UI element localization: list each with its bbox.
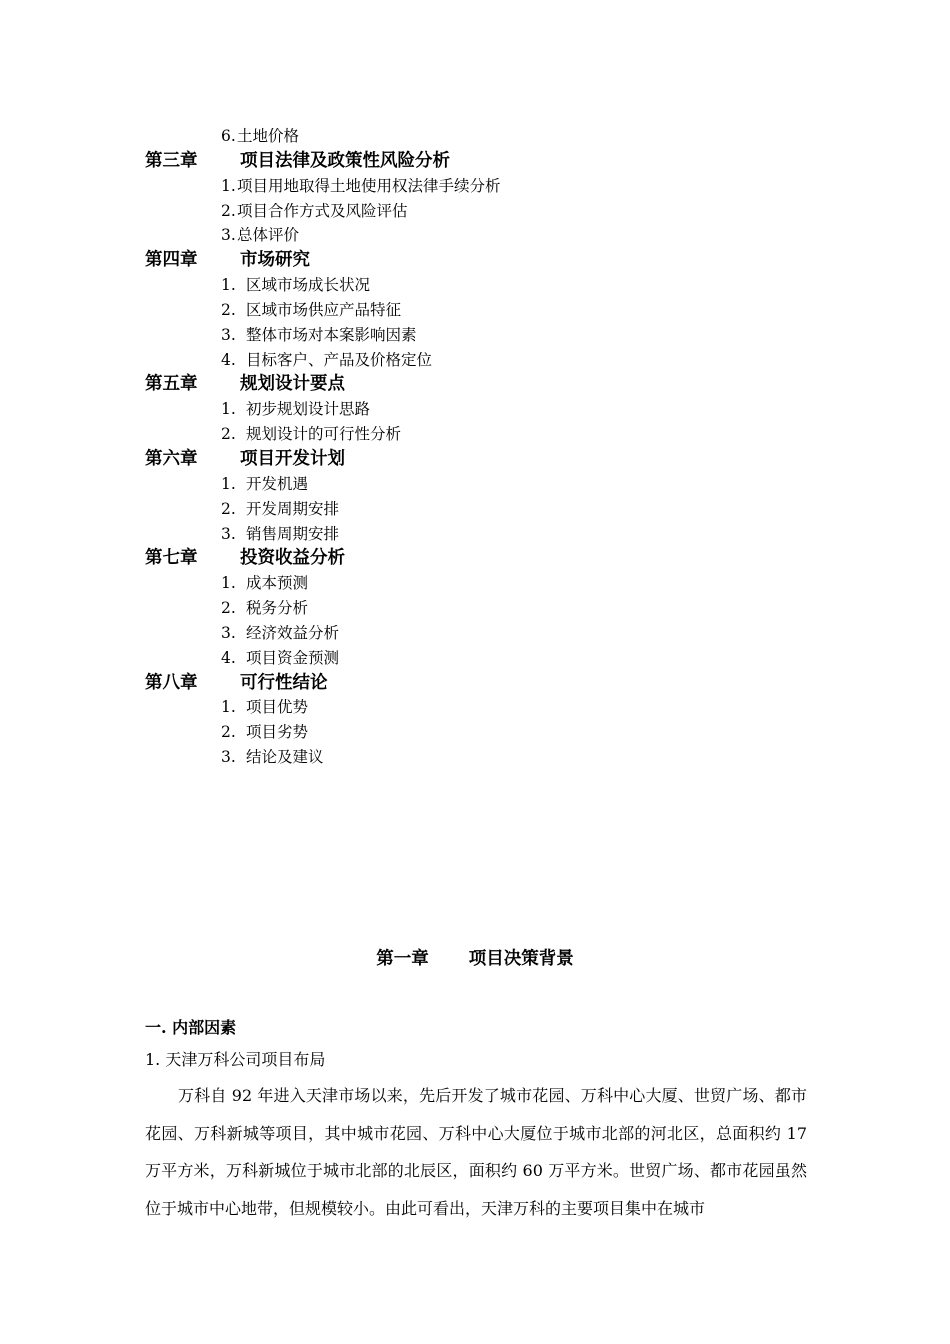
toc-item: [145, 397, 825, 422]
toc-chapter-title: 规划设计要点: [240, 374, 345, 395]
toc-item-number: 3.: [221, 623, 236, 642]
toc-item-text: 销售周期安排: [246, 524, 340, 543]
toc-item-text: 区域市场供应产品特征: [246, 300, 402, 319]
toc-item: [145, 124, 825, 149]
toc-item-number: 6.: [221, 127, 236, 145]
toc-item-text: 开发机遇: [246, 474, 309, 493]
chapter-number: 第一章: [376, 949, 429, 969]
toc-item-number: 2.: [221, 425, 236, 444]
toc-item: [145, 223, 825, 248]
toc-item: [145, 298, 825, 323]
toc-item-number: 3.: [221, 524, 236, 543]
toc-item-text: 经济效益分析: [246, 623, 340, 642]
toc-item-number: 1.: [221, 276, 236, 295]
toc-item-text: 目标客户、产品及价格定位: [246, 350, 433, 369]
body-paragraph: 万科自 92 年进入天津市场以来，先后开发了城市花园、万科中心大厦、世贸广场、都市花园、万科新城等项目，其中城市花园、万科中心大厦位于城市北部的河北区，总面积约 17 万平方米，万科新城位于城市北部的北辰区，面积约 60 万平方米。世贸广场、都市花园虽然位于城市中心地带，但规模较小。由此可看出，天津万科的主要项目集中在城市: [145, 1086, 807, 1218]
toc-item-number: 3.: [221, 226, 236, 245]
toc-item-number: 4.: [221, 350, 236, 369]
toc-item: [145, 621, 825, 646]
toc-chapter-number: 第四章: [145, 250, 198, 271]
toc-item: [145, 522, 825, 547]
toc-item-text: 初步规划设计思路: [246, 400, 371, 419]
toc-item: [145, 348, 825, 373]
toc-item-number: 4.: [221, 648, 236, 667]
toc-item: [145, 646, 825, 671]
toc-item: [145, 571, 825, 596]
toc-item-text: 税务分析: [246, 599, 309, 618]
toc-item: [145, 199, 825, 224]
toc-item-text: 开发周期安排: [246, 499, 340, 518]
toc-chapter: [145, 149, 825, 174]
toc-item: [145, 497, 825, 522]
toc-item-text: 区域市场成长状况: [246, 276, 371, 295]
toc-chapter-number: 第七章: [145, 548, 198, 569]
toc-item: [145, 745, 825, 770]
toc-item-number: 1.: [221, 400, 236, 419]
toc-chapter-number: 第五章: [145, 374, 198, 395]
toc-chapter: [145, 671, 825, 696]
toc-item-number: 1.: [221, 574, 236, 593]
toc-chapter-number: 第六章: [145, 448, 198, 469]
toc-item-number: 1.: [221, 176, 236, 195]
toc-item-text: 成本预测: [246, 574, 309, 593]
toc-item-text: 土地价格: [237, 127, 300, 145]
toc-chapter-title: 项目开发计划: [240, 448, 345, 469]
toc-item: [145, 695, 825, 720]
toc-item-number: 2.: [221, 300, 236, 319]
toc-item-text: 项目资金预测: [246, 648, 340, 667]
toc-chapter: [145, 372, 825, 397]
toc-chapter: [145, 546, 825, 571]
toc-chapter-number: 第八章: [145, 672, 198, 693]
toc-item: [145, 422, 825, 447]
toc-chapter-number: 第三章: [145, 150, 198, 171]
toc-item: [145, 596, 825, 621]
toc-item-text: 项目合作方式及风险评估: [237, 201, 408, 220]
toc-chapter: [145, 248, 825, 273]
toc-item-number: 3.: [221, 325, 236, 344]
toc-item-text: 整体市场对本案影响因素: [246, 325, 417, 344]
toc-item-number: 1.: [221, 474, 236, 493]
toc-item-text: 总体评价: [237, 226, 300, 245]
toc-chapter: [145, 447, 825, 472]
toc-item: [145, 323, 825, 348]
toc-item-text: 结论及建议: [246, 748, 324, 767]
toc-chapter-title: 市场研究: [240, 250, 310, 271]
toc-item-number: 3.: [221, 748, 236, 767]
toc-item-text: 项目劣势: [246, 723, 309, 742]
toc-item-number: 2.: [221, 201, 236, 220]
toc-item: [145, 720, 825, 745]
toc-item-text: 项目优势: [246, 698, 309, 717]
toc-item-text: 项目用地取得土地使用权法律手续分析: [237, 176, 501, 195]
toc-item: [145, 273, 825, 298]
toc-chapter-title: 可行性结论: [240, 672, 328, 693]
toc-item-number: 2.: [221, 599, 236, 618]
section-heading: 一. 内部因素: [145, 1018, 237, 1037]
toc-item-number: 2.: [221, 499, 236, 518]
subsection-heading: 1. 天津万科公司项目布局: [145, 1050, 326, 1069]
toc-item: [145, 174, 825, 199]
toc-chapter-title: 项目法律及政策性风险分析: [240, 150, 450, 171]
toc-chapter-title: 投资收益分析: [240, 548, 345, 569]
toc-item: [145, 472, 825, 497]
chapter-title: 项目决策背景: [468, 949, 574, 969]
toc-item-number: 2.: [221, 723, 236, 742]
toc-item-number: 1.: [221, 698, 236, 717]
table-of-contents: [145, 124, 825, 770]
chapter-heading: [0, 945, 950, 970]
toc-item-text: 规划设计的可行性分析: [246, 425, 402, 444]
